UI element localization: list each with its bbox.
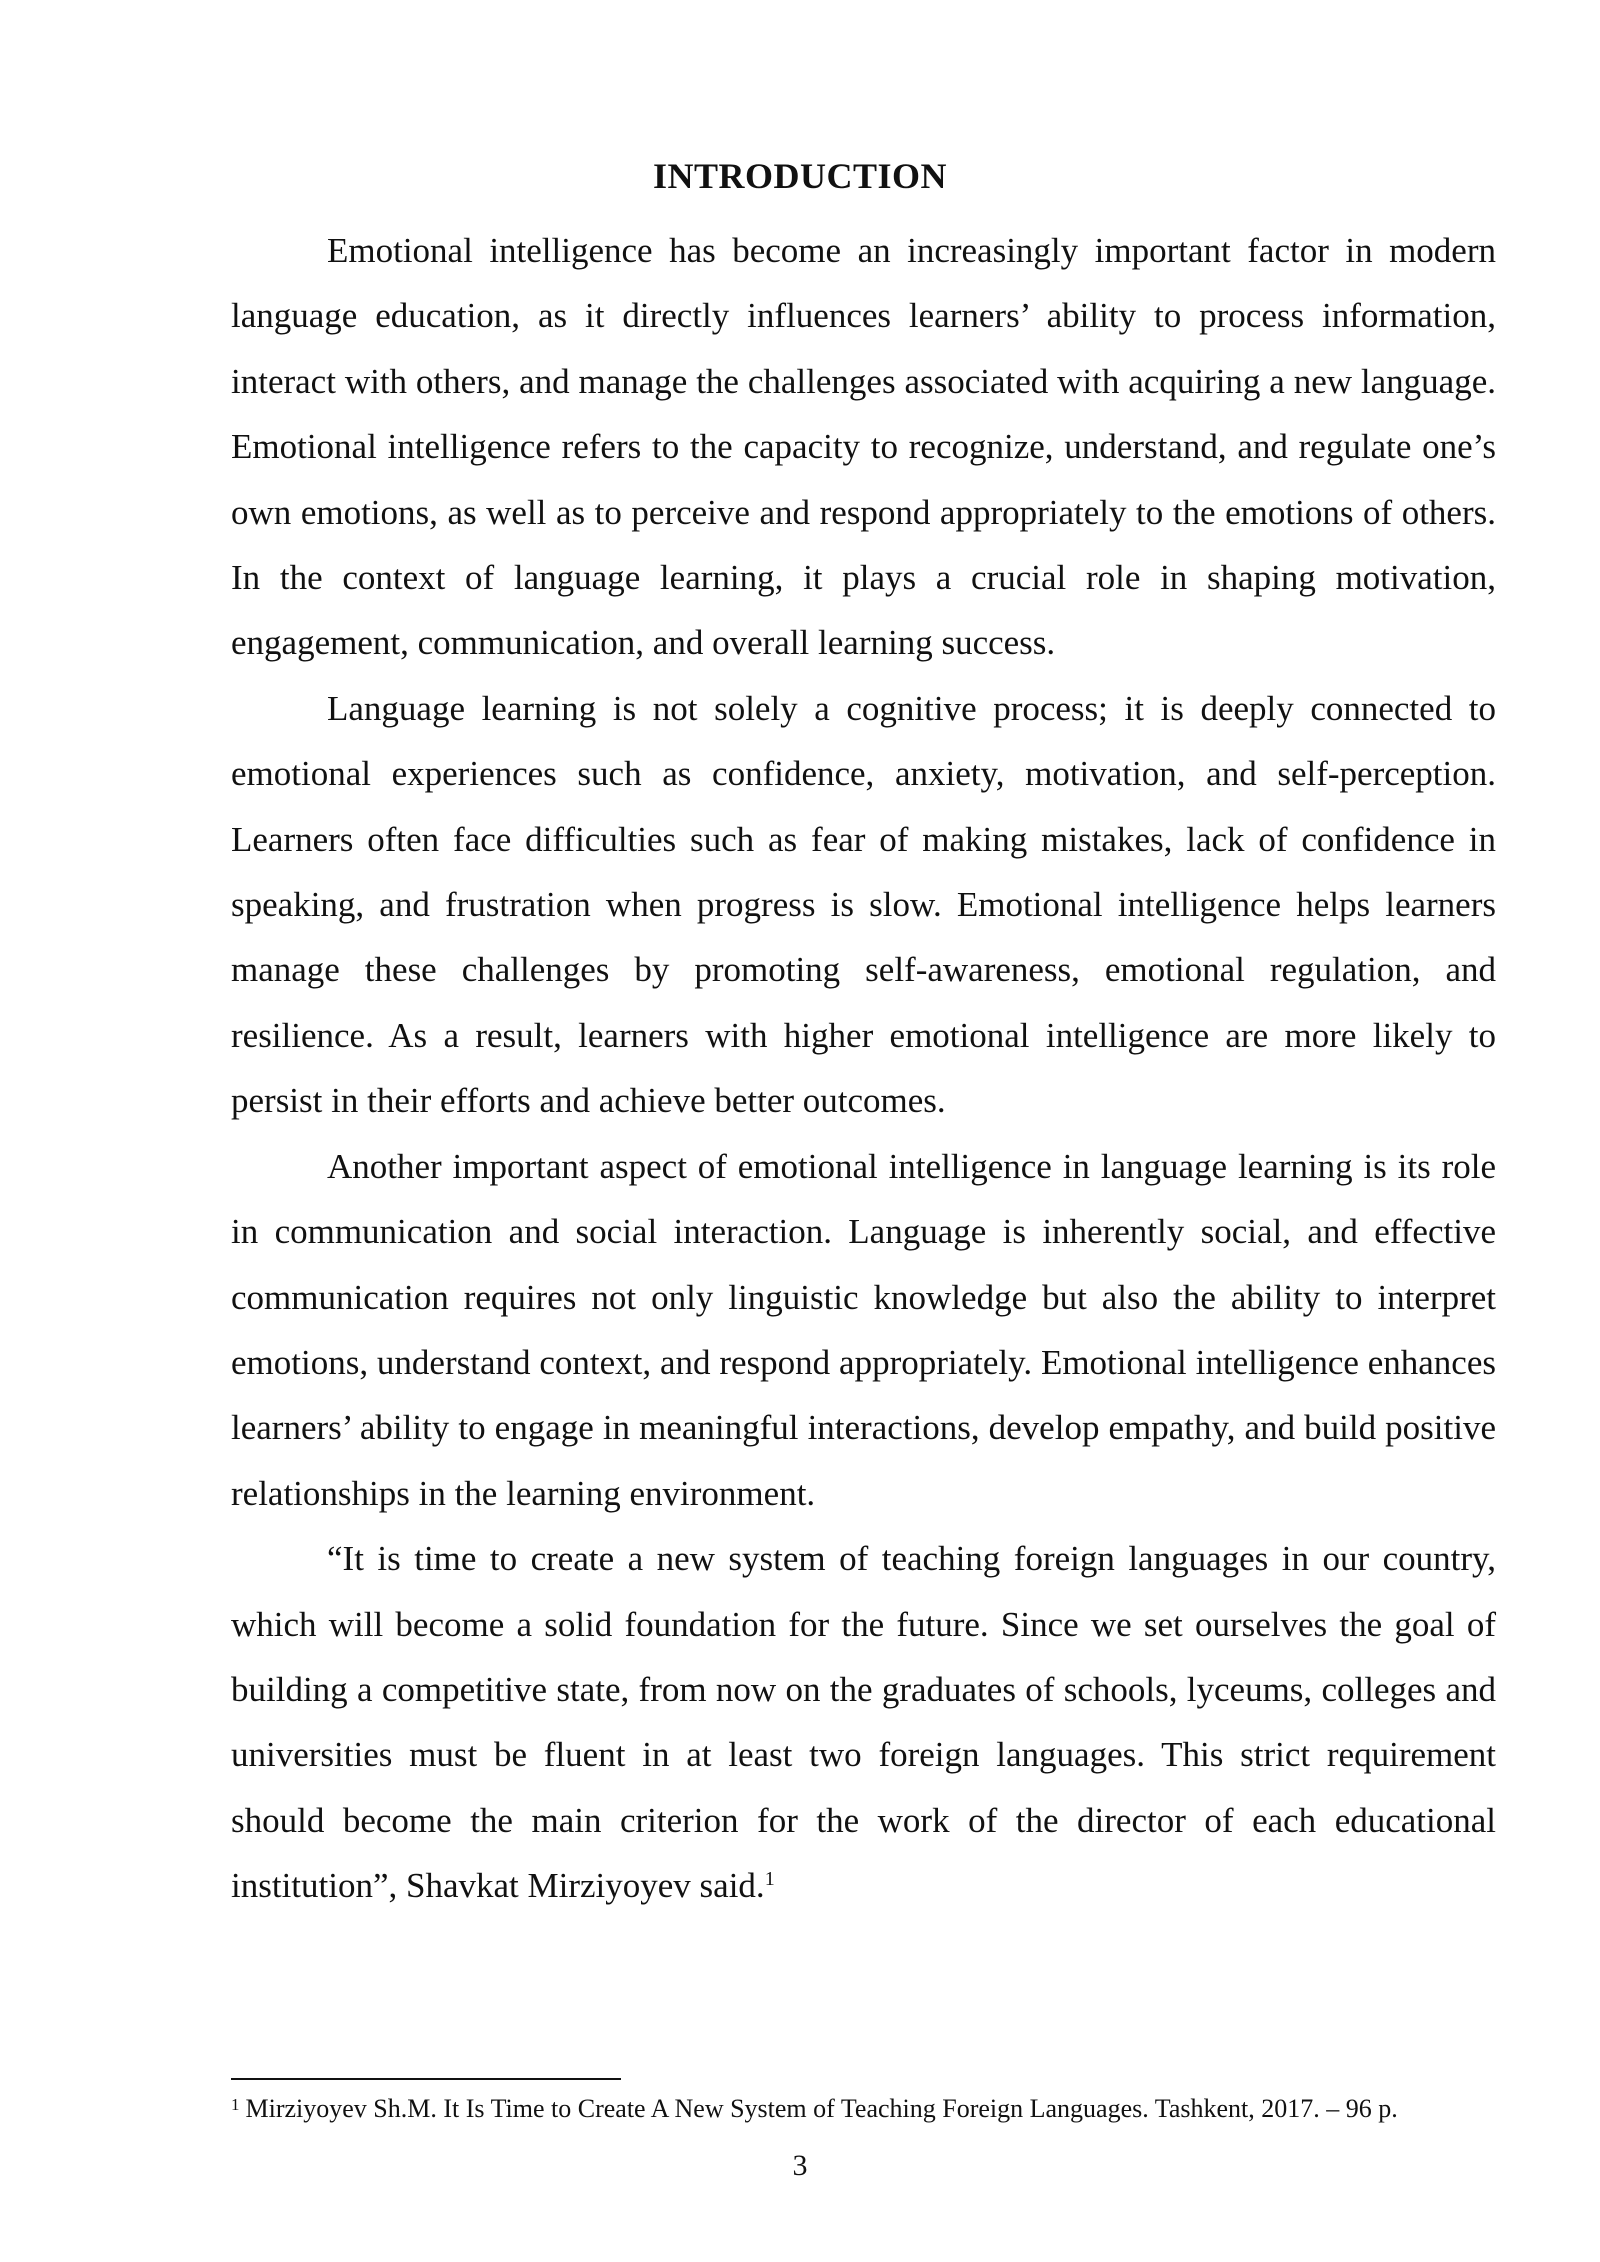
- paragraph-1: Emotional intelligence has become an increasingly important factor in modern language education, as it directly influences learners’ ability to process information, interact with others, and manage the challenges associated with acquiring a new language. Emotional intelligence refers to the capacity to recognize, understand, and regulate one’s own emotions, as well as to perceive and respond appropriately to the emotions of others. In the context of language learning, it plays a crucial role in shaping motivation, engagement, communication, and overall learning success.: [231, 231, 1496, 663]
- footnote-reference[interactable]: 1: [764, 1868, 775, 1891]
- quote-text: “It is time to create a new system of teaching foreign languages in our country, which will become a solid foundation for the future. Since we set ourselves the goal of building a competitive state, from now on the graduates of schools, lyceums, colleges and universities must be fluent in at least two foreign languages. This strict requirement should become the main criterion for the work of the director of each educational institution”, Shavkat Mirziyoyev said.: [231, 1539, 1496, 1906]
- section-heading: INTRODUCTION: [652, 156, 948, 196]
- footnote-divider: [231, 2078, 621, 2080]
- paragraph-2: Language learning is not solely a cognitive process; it is deeply connected to emotional experiences such as confidence, anxiety, motivation, and self-perception. Learners often face difficulties such as fear of making mistakes, lack of confidence in speaking, and frustration when progress is slow. Emotional intelligence helps learners manage these challenges by promoting self-awareness, emotional regulation, and resilience. As a result, learners with higher emotional intelligence are more likely to persist in their efforts and achieve better outcomes.: [231, 688, 1496, 1121]
- paragraph-3: Another important aspect of emotional intelligence in language learning is its role in communication and social interaction. Language is inherently social, and effective communication requires not only linguistic knowledge but also the ability to interpret emotions, understand context, and respond appropriately. Emotional intelligence enhances learners’ ability to engage in meaningful interactions, develop empathy, and build positive relationships in the learning environment.: [231, 1146, 1496, 1513]
- footnote: [231, 2090, 1496, 2128]
- footnote-text: Mirziyoyev Sh.M. It Is Time to Create A New System of Teaching Foreign Languages. Tashkent, 2017. – 96 p.: [245, 2094, 1398, 2123]
- body-text: [231, 218, 1496, 1919]
- footnote-mark: 1: [231, 2095, 240, 2114]
- page-number: 3: [792, 2149, 808, 2182]
- paragraph-4: [231, 1526, 1496, 1918]
